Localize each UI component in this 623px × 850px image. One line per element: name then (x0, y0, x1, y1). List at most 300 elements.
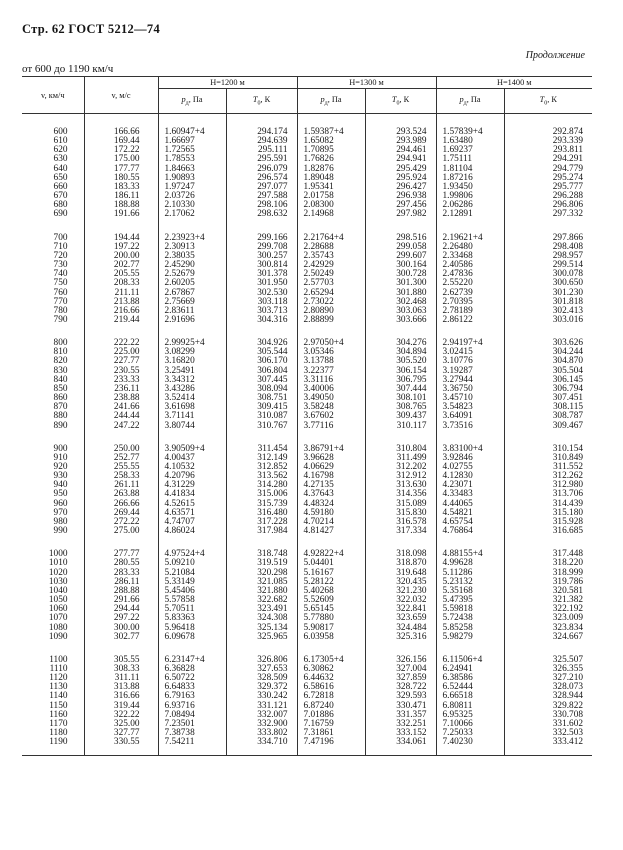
table-body (22, 114, 592, 756)
table-cell: 1000 (22, 550, 84, 559)
table-cell: 7.01886 (297, 711, 365, 720)
table-cell: 2.08300 (297, 201, 365, 210)
table-cell: 3.67602 (297, 412, 365, 421)
table-cell: 6.79163 (158, 692, 226, 701)
table-cell: 4.10532 (158, 463, 226, 472)
table-cell: 3.02415 (436, 348, 504, 357)
table-cell: 177.77 (84, 165, 158, 174)
table-cell: 306.804 (226, 367, 297, 376)
header-pressure: $p_д$, Па (436, 89, 504, 114)
table-cell: 980 (22, 518, 84, 527)
table-cell: 7.38738 (158, 729, 226, 738)
table-cell: 303.016 (504, 316, 592, 325)
table-cell: 3.71141 (158, 412, 226, 421)
table-cell: 315.928 (504, 518, 592, 527)
table-cell: 328.944 (504, 692, 592, 701)
spacer-row (22, 747, 592, 756)
table-cell: 297.866 (504, 234, 592, 243)
table-cell: 299.166 (226, 234, 297, 243)
table-cell: 5.72438 (436, 614, 504, 623)
table-cell: 305.544 (226, 348, 297, 357)
table-cell: 312.149 (226, 454, 297, 463)
table-cell: 295.274 (504, 174, 592, 183)
table-cell: 326.355 (504, 665, 592, 674)
table-cell: 298.408 (504, 243, 592, 252)
table-cell: 325.134 (226, 624, 297, 633)
table-cell: 322.841 (365, 605, 436, 614)
table-cell: 1.63480 (436, 137, 504, 146)
table-cell: 2.12891 (436, 210, 504, 219)
table-cell: 180.55 (84, 174, 158, 183)
table-cell: 5.59818 (436, 605, 504, 614)
table-cell: 308.765 (365, 403, 436, 412)
table-cell: 329.372 (226, 683, 297, 692)
table-cell: 222.22 (84, 339, 158, 348)
table-cell: 314.280 (226, 481, 297, 490)
table-cell: 1.82876 (297, 165, 365, 174)
table-cell: 4.12830 (436, 472, 504, 481)
header-altitude-3: H=1400 м (436, 77, 592, 89)
table-cell: 305.520 (365, 357, 436, 366)
table-cell: 300.728 (365, 270, 436, 279)
table-cell: 4.44065 (436, 500, 504, 509)
table-cell: 1.78553 (158, 155, 226, 164)
table-cell: 296.079 (226, 165, 297, 174)
table-cell: 258.33 (84, 472, 158, 481)
table-cell: 1030 (22, 578, 84, 587)
table-cell: 730 (22, 261, 84, 270)
table-cell: 288.88 (84, 587, 158, 596)
table-cell: 186.11 (84, 192, 158, 201)
table-cell: 306.794 (504, 385, 592, 394)
table-cell: 830 (22, 367, 84, 376)
table-cell: 305.504 (504, 367, 592, 376)
table-cell: 2.73022 (297, 298, 365, 307)
table-cell: 5.57858 (158, 596, 226, 605)
table-cell: 850 (22, 385, 84, 394)
table-cell: 310.117 (365, 422, 436, 431)
table-cell: 960 (22, 500, 84, 509)
table-cell: 900 (22, 445, 84, 454)
table-cell: 3.31116 (297, 376, 365, 385)
table-cell: 328.509 (226, 674, 297, 683)
table-cell: 291.66 (84, 596, 158, 605)
page-label: Стр. 62 ГОСТ 5212—74 (22, 22, 160, 36)
table-cell: 331.602 (504, 720, 592, 729)
table-cell: 200.00 (84, 252, 158, 261)
table-cell: 7.40230 (436, 738, 504, 747)
table-cell: 6.11506+4 (436, 656, 504, 665)
table-cell: 328.722 (365, 683, 436, 692)
table-cell: 297.22 (84, 614, 158, 623)
table-cell: 1.93450 (436, 183, 504, 192)
table-cell: 313.88 (84, 683, 158, 692)
table-cell: 322.032 (365, 596, 436, 605)
table-cell: 308.33 (84, 665, 158, 674)
table-cell: 4.31229 (158, 481, 226, 490)
table-cell: 1160 (22, 711, 84, 720)
table-cell: 312.980 (504, 481, 592, 490)
table-cell: 293.989 (365, 137, 436, 146)
table-cell: 213.88 (84, 298, 158, 307)
table-cell: 208.33 (84, 279, 158, 288)
table-cell: 1090 (22, 633, 84, 642)
table-cell: 6.66518 (436, 692, 504, 701)
table-cell: 2.35743 (297, 252, 365, 261)
table-cell: 302.530 (226, 289, 297, 298)
table-cell: 332.007 (226, 711, 297, 720)
table-cell: 1070 (22, 614, 84, 623)
table-cell: 2.33468 (436, 252, 504, 261)
table-cell: 236.11 (84, 385, 158, 394)
table-cell: 255.55 (84, 463, 158, 472)
table-cell: 316.480 (226, 509, 297, 518)
table-cell: 6.52444 (436, 683, 504, 692)
table-cell: 1110 (22, 665, 84, 674)
table-cell: 312.852 (226, 463, 297, 472)
table-cell: 311.552 (504, 463, 592, 472)
table-cell: 1.84663 (158, 165, 226, 174)
table-cell: 5.96418 (158, 624, 226, 633)
table-cell: 297.332 (504, 210, 592, 219)
table-cell: 317.984 (226, 527, 297, 536)
table-cell: 327.004 (365, 665, 436, 674)
table-cell: 304.894 (365, 348, 436, 357)
table-cell: 4.52615 (158, 500, 226, 509)
table-cell: 2.88899 (297, 316, 365, 325)
table-cell: 325.965 (226, 633, 297, 642)
table-cell: 2.91696 (158, 316, 226, 325)
table-cell: 313.706 (504, 490, 592, 499)
table-cell: 2.06286 (436, 201, 504, 210)
table-cell: 301.818 (504, 298, 592, 307)
table-cell: 2.23923+4 (158, 234, 226, 243)
table-cell: 1170 (22, 720, 84, 729)
table-cell: 307.445 (226, 376, 297, 385)
table-cell: 4.16798 (297, 472, 365, 481)
table-cell: 5.52609 (297, 596, 365, 605)
table-cell: 306.145 (504, 376, 592, 385)
table-cell: 2.70395 (436, 298, 504, 307)
table-cell: 238.88 (84, 394, 158, 403)
table-cell: 308.101 (365, 394, 436, 403)
table-row (22, 316, 592, 325)
table-cell: 5.65145 (297, 605, 365, 614)
table-cell: 3.86791+4 (297, 445, 365, 454)
table-cell: 297.456 (365, 201, 436, 210)
table-cell: 183.33 (84, 183, 158, 192)
table-cell: 800 (22, 339, 84, 348)
table-cell: 310.767 (226, 422, 297, 431)
table-cell: 247.22 (84, 422, 158, 431)
table-cell: 301.880 (365, 289, 436, 298)
table-cell: 3.77116 (297, 422, 365, 431)
table-cell: 318.220 (504, 559, 592, 568)
table-cell: 4.76864 (436, 527, 504, 536)
table-cell: 169.44 (84, 137, 158, 146)
spacer-row (22, 536, 592, 550)
table-cell: 332.503 (504, 729, 592, 738)
table-cell: 321.085 (226, 578, 297, 587)
header-temperature: $T_0$, К (365, 89, 436, 114)
table-cell: 2.52679 (158, 270, 226, 279)
table-row (22, 210, 592, 219)
table-cell: 3.54823 (436, 403, 504, 412)
table-cell: 315.089 (365, 500, 436, 509)
table-cell: 294.44 (84, 605, 158, 614)
table-cell: 7.23501 (158, 720, 226, 729)
table-cell: 310.849 (504, 454, 592, 463)
table-cell: 4.63571 (158, 509, 226, 518)
table-cell: 188.88 (84, 201, 158, 210)
table-cell: 310.087 (226, 412, 297, 421)
table-cell: 333.412 (504, 738, 592, 747)
table-cell: 266.66 (84, 500, 158, 509)
table-cell: 6.03958 (297, 633, 365, 642)
table-cell: 4.06629 (297, 463, 365, 472)
table-row (22, 422, 592, 431)
table-cell: 305.55 (84, 656, 158, 665)
table-cell: 329.822 (504, 702, 592, 711)
table-cell: 318.870 (365, 559, 436, 568)
table-cell: 2.67867 (158, 289, 226, 298)
table-cell: 4.20796 (158, 472, 226, 481)
table-cell: 720 (22, 252, 84, 261)
table-cell: 3.27944 (436, 376, 504, 385)
table-cell: 323.659 (365, 614, 436, 623)
table-cell: 313.562 (226, 472, 297, 481)
table-cell: 292.874 (504, 128, 592, 137)
table-cell: 4.37643 (297, 490, 365, 499)
table-cell: 318.098 (365, 550, 436, 559)
table-cell: 780 (22, 307, 84, 316)
table-cell: 1040 (22, 587, 84, 596)
table-cell: 323.009 (504, 614, 592, 623)
table-cell: 4.23071 (436, 481, 504, 490)
table-cell: 3.13788 (297, 357, 365, 366)
table-cell: 7.10066 (436, 720, 504, 729)
table-cell: 300.164 (365, 261, 436, 270)
table-cell: 309.467 (504, 422, 592, 431)
table-cell: 300.814 (226, 261, 297, 270)
table-cell: 880 (22, 412, 84, 421)
table-cell: 1100 (22, 656, 84, 665)
table-cell: 5.47395 (436, 596, 504, 605)
table-cell: 324.484 (365, 624, 436, 633)
table-cell: 840 (22, 376, 84, 385)
table-cell: 319.786 (504, 578, 592, 587)
table-cell: 315.180 (504, 509, 592, 518)
table-cell: 2.42929 (297, 261, 365, 270)
table-cell: 252.77 (84, 454, 158, 463)
table-cell: 1.66697 (158, 137, 226, 146)
table-cell: 3.80744 (158, 422, 226, 431)
table-cell: 1120 (22, 674, 84, 683)
table-cell: 4.86024 (158, 527, 226, 536)
table-cell: 3.05346 (297, 348, 365, 357)
table-cell: 299.708 (226, 243, 297, 252)
table-cell: 286.11 (84, 578, 158, 587)
table-cell: 295.591 (226, 155, 297, 164)
table-cell: 299.058 (365, 243, 436, 252)
table-cell: 312.912 (365, 472, 436, 481)
table-cell: 1.57839+4 (436, 128, 504, 137)
table-cell: 325.00 (84, 720, 158, 729)
table-cell: 6.72818 (297, 692, 365, 701)
table-cell: 970 (22, 509, 84, 518)
table-cell: 317.334 (365, 527, 436, 536)
table-cell: 320.298 (226, 569, 297, 578)
table-cell: 1.60947+4 (158, 128, 226, 137)
table-cell: 283.33 (84, 569, 158, 578)
table-cell: 301.950 (226, 279, 297, 288)
table-cell: 302.413 (504, 307, 592, 316)
table-cell: 298.957 (504, 252, 592, 261)
table-cell: 311.11 (84, 674, 158, 683)
table-cell: 300.650 (504, 279, 592, 288)
table-cell: 2.26480 (436, 243, 504, 252)
table-cell: 325.507 (504, 656, 592, 665)
table-cell: 5.11286 (436, 569, 504, 578)
table-cell: 321.230 (365, 587, 436, 596)
table-cell: 2.99925+4 (158, 339, 226, 348)
table-cell: 2.28688 (297, 243, 365, 252)
table-cell: 760 (22, 289, 84, 298)
table-cell: 219.44 (84, 316, 158, 325)
table-cell: 7.31861 (297, 729, 365, 738)
table-cell: 6.58616 (297, 683, 365, 692)
table-cell: 5.04401 (297, 559, 365, 568)
table-cell: 298.106 (226, 201, 297, 210)
table-cell: 4.88155+4 (436, 550, 504, 559)
table-cell: 5.83363 (158, 614, 226, 623)
table-cell: 2.55220 (436, 279, 504, 288)
table-cell: 298.632 (226, 210, 297, 219)
table-cell: 323.491 (226, 605, 297, 614)
table-cell: 300.00 (84, 624, 158, 633)
table-cell: 318.999 (504, 569, 592, 578)
table-cell: 790 (22, 316, 84, 325)
table-cell: 332.900 (226, 720, 297, 729)
table-cell: 314.439 (504, 500, 592, 509)
table-cell: 320.581 (504, 587, 592, 596)
header-pressure: $p_д$, Па (158, 89, 226, 114)
table-cell: 308.787 (504, 412, 592, 421)
table-cell: 261.11 (84, 481, 158, 490)
table-cell: 860 (22, 394, 84, 403)
table-cell: 317.448 (504, 550, 592, 559)
table-cell: 750 (22, 279, 84, 288)
table-cell: 303.626 (504, 339, 592, 348)
table-cell: 690 (22, 210, 84, 219)
table-cell: 1.59387+4 (297, 128, 365, 137)
table-cell: 330.471 (365, 702, 436, 711)
table-cell: 308.094 (226, 385, 297, 394)
table-cell: 2.65294 (297, 289, 365, 298)
table-cell: 4.41834 (158, 490, 226, 499)
table-cell: 4.74707 (158, 518, 226, 527)
table-cell: 3.45710 (436, 394, 504, 403)
table-cell: 630 (22, 155, 84, 164)
table-cell: 216.66 (84, 307, 158, 316)
table-cell: 330.242 (226, 692, 297, 701)
table-cell: 263.88 (84, 490, 158, 499)
table-cell: 6.38586 (436, 674, 504, 683)
table-cell: 4.48324 (297, 500, 365, 509)
table-cell: 304.870 (504, 357, 592, 366)
table-cell: 3.08299 (158, 348, 226, 357)
table-cell: 3.49050 (297, 394, 365, 403)
table-cell: 175.00 (84, 155, 158, 164)
table-cell: 4.70214 (297, 518, 365, 527)
table-cell: 3.43286 (158, 385, 226, 394)
table-cell: 312.262 (504, 472, 592, 481)
table-cell: 3.90509+4 (158, 445, 226, 454)
table-cell: 227.77 (84, 357, 158, 366)
table-cell: 294.639 (226, 137, 297, 146)
table-cell: 7.25033 (436, 729, 504, 738)
table-cell: 660 (22, 183, 84, 192)
table-cell: 294.291 (504, 155, 592, 164)
table-cell: 310.154 (504, 445, 592, 454)
table-cell: 2.50249 (297, 270, 365, 279)
table-cell: 304.316 (226, 316, 297, 325)
table-cell: 280.55 (84, 559, 158, 568)
table-cell: 307.444 (365, 385, 436, 394)
table-cell: 293.524 (365, 128, 436, 137)
table-cell: 3.25491 (158, 367, 226, 376)
table-cell: 316.66 (84, 692, 158, 701)
table-cell: 327.77 (84, 729, 158, 738)
table-cell: 650 (22, 174, 84, 183)
table-cell: 272.22 (84, 518, 158, 527)
table-cell: 6.17305+4 (297, 656, 365, 665)
table-cell: 4.33483 (436, 490, 504, 499)
table-cell: 930 (22, 472, 84, 481)
header-pressure: $p_д$, Па (297, 89, 365, 114)
table-cell: 6.80811 (436, 702, 504, 711)
table-cell: 302.468 (365, 298, 436, 307)
table-cell: 331.121 (226, 702, 297, 711)
table-cell: 700 (22, 234, 84, 243)
table-cell: 1.89048 (297, 174, 365, 183)
table-cell: 6.36828 (158, 665, 226, 674)
table-cell: 326.806 (226, 656, 297, 665)
table-cell: 293.811 (504, 146, 592, 155)
table-cell: 197.22 (84, 243, 158, 252)
table-cell: 3.10776 (436, 357, 504, 366)
table-cell: 5.98279 (436, 633, 504, 642)
table-cell: 7.16759 (297, 720, 365, 729)
table-cell: 172.22 (84, 146, 158, 155)
table-cell: 322.682 (226, 596, 297, 605)
table-cell: 277.77 (84, 550, 158, 559)
table-cell: 3.19287 (436, 367, 504, 376)
table-cell: 333.152 (365, 729, 436, 738)
table-cell: 205.55 (84, 270, 158, 279)
table-cell: 3.36750 (436, 385, 504, 394)
table-cell: 670 (22, 192, 84, 201)
table-cell: 307.451 (504, 394, 592, 403)
table-cell: 3.16820 (158, 357, 226, 366)
table-cell: 313.630 (365, 481, 436, 490)
table-cell: 299.514 (504, 261, 592, 270)
table-cell: 322.22 (84, 711, 158, 720)
table-cell: 4.92822+4 (297, 550, 365, 559)
table-cell: 5.28122 (297, 578, 365, 587)
table-cell: 770 (22, 298, 84, 307)
table-cell: 326.156 (365, 656, 436, 665)
